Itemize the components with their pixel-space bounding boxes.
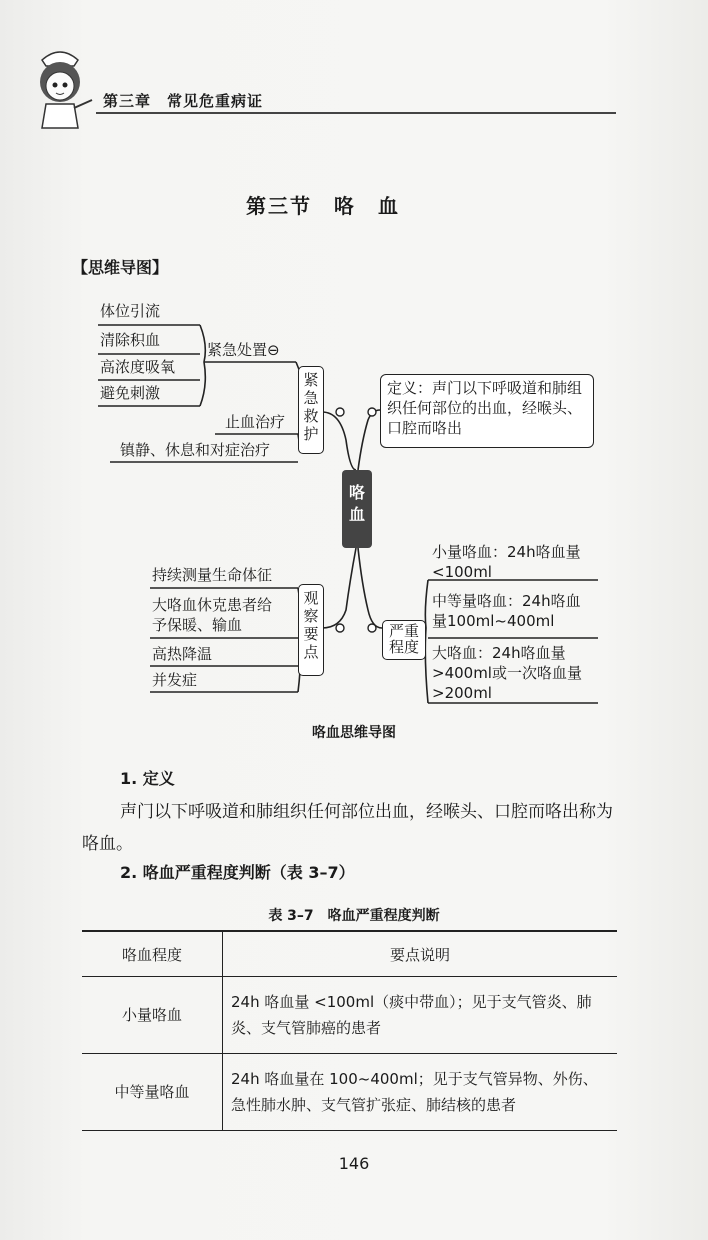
table-header-row (82, 931, 617, 977)
severity-heading: 2. 咯血严重程度判断（表 3–7） (120, 863, 355, 882)
definition-paragraph: 声门以下呼吸道和肺组织任何部位出血，经喉头、口腔而咯出称为咯血。 (82, 802, 613, 854)
section-title: 第三节 咯 血 (246, 194, 400, 218)
table-cell-desc: 24h 咯血量在 100~400ml；见于支气管异物、外伤、急性肺水肿、支气管扩张症、肺结核的患者 (223, 1054, 618, 1131)
table-row (82, 1054, 617, 1131)
mindmap-item: 体位引流 (100, 302, 161, 320)
mindmap-branch-severity: 严重程度 (382, 620, 426, 660)
mindmap-node-hemostasis: 止血治疗 (225, 413, 286, 431)
mindmap-item: 大咯血：24h咯血量>400ml或一次咯血量>200ml (432, 644, 582, 702)
mindmap-branch-emergency: 紧急救护 (298, 366, 324, 454)
mindmap-definition-box: 定义：声门以下呼吸道和肺组织任何部位的出血，经喉头、口腔而咯出 (380, 374, 594, 448)
mindmap-item: 持续测量生命体征 (152, 566, 273, 584)
table-header-cell: 要点说明 (223, 931, 618, 977)
table-row (82, 977, 617, 1054)
chapter-title: 第三章 常见危重病证 (103, 92, 264, 110)
mindmap-branch-observation: 观察要点 (298, 584, 324, 676)
definition-heading: 1. 定义 (120, 769, 175, 788)
mindmap-item: 高浓度吸氧 (100, 358, 176, 376)
table-cell-level: 中等量咯血 (82, 1054, 223, 1131)
mindmap-center: 咯血 (342, 470, 372, 548)
mindmap-node-emergency-handling: 紧急处置⊖ (207, 341, 280, 359)
mindmap-item: 清除积血 (100, 331, 161, 349)
mindmap-label: 【思维导图】 (72, 258, 169, 277)
mindmap-item: 高热降温 (152, 645, 213, 663)
table-cell-level: 小量咯血 (82, 977, 223, 1054)
table-caption: 表 3–7 咯血严重程度判断 (268, 908, 440, 924)
mindmap-item: 中等量咯血：24h咯血量100ml~400ml (432, 592, 581, 630)
mindmap-item: 大咯血休克患者给予保暖、输血 (152, 596, 273, 634)
mindmap-item: 并发症 (152, 671, 198, 689)
severity-table (82, 930, 617, 1131)
mindmap-item: 避免刺激 (100, 384, 161, 402)
mindmap-item: 小量咯血：24h咯血量<100ml (432, 543, 581, 581)
page-number: 146 (338, 1154, 370, 1173)
mindmap-node-sedation: 镇静、休息和对症治疗 (120, 441, 271, 459)
mindmap-caption: 咯血思维导图 (312, 725, 396, 741)
table-header-cell: 咯血程度 (82, 931, 223, 977)
table-cell-desc: 24h 咯血量 <100ml（痰中带血）；见于支气管炎、肺炎、支气管肺癌的患者 (223, 977, 618, 1054)
